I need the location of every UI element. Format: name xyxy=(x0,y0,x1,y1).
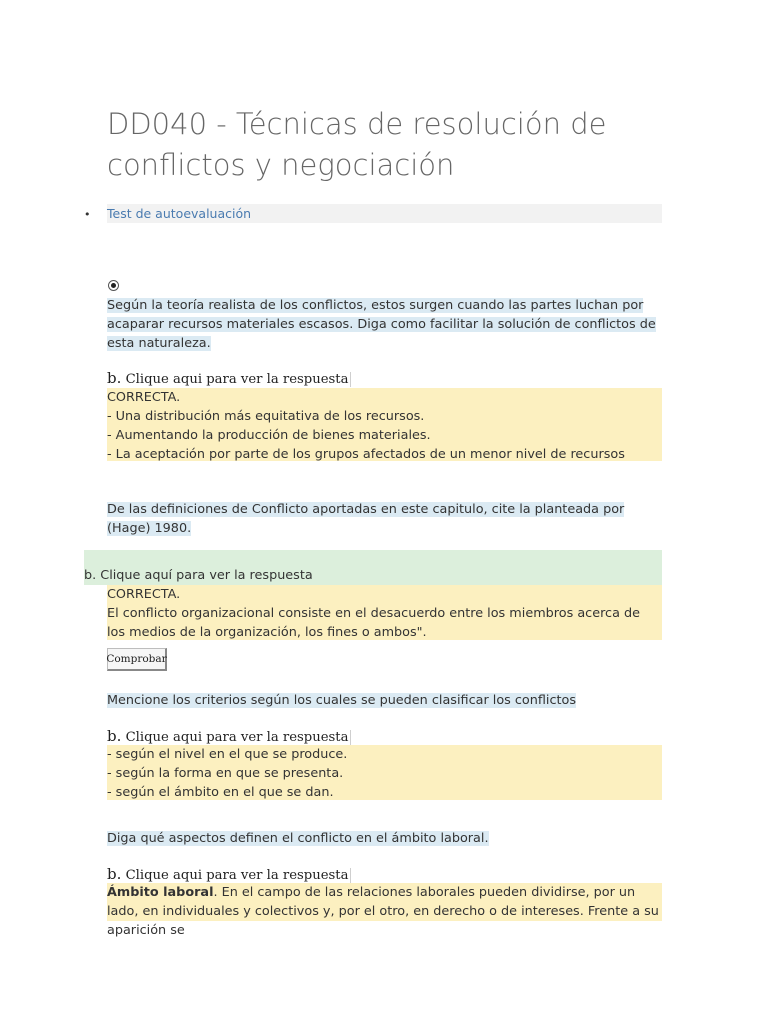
reveal-answer-3[interactable] xyxy=(107,727,351,747)
question-4-text: Diga qué aspectos definen el conflicto en el ámbito laboral. xyxy=(107,831,489,846)
answer-line: - según la forma en que se presenta. xyxy=(107,766,344,781)
reveal-answer-4[interactable] xyxy=(107,865,351,885)
page-title: DD040 - Técnicas de resolución de conflictos y negociación xyxy=(107,107,607,182)
radio-button[interactable] xyxy=(108,280,119,291)
reveal-prefix: b. xyxy=(107,727,122,745)
answer-2 xyxy=(107,585,662,640)
answer-line: - según el ámbito en el que se dan. xyxy=(107,785,334,800)
reveal-prefix: b. xyxy=(107,369,122,387)
question-2 xyxy=(107,500,667,538)
answer-rest: . En el campo de las relaciones laborales pueden dividirse, por un lado, en individuales y colectivos y, por el otro, en derecho o de intereses. Frente a su aparición se xyxy=(107,885,659,938)
reveal-label: Clique aqui para ver la respuesta xyxy=(126,372,352,387)
question-2-text: De las definiciones de Conflicto aportadas en este capitulo, cite la planteada por (Hage) 1980. xyxy=(107,502,625,536)
reveal-label: Clique aqui para ver la respuesta xyxy=(126,868,352,883)
question-3-text: Mencione los criterios según los cuales se pueden clasificar los conflictos xyxy=(107,693,577,708)
test-autoevaluacion-link[interactable]: Test de autoevaluación xyxy=(107,206,252,221)
answer-line: CORRECTA. xyxy=(107,390,181,405)
answer-line: - La aceptación por parte de los grupos afectados de un menor nivel de recursos xyxy=(107,447,625,462)
answer-3 xyxy=(107,745,662,800)
question-4 xyxy=(107,829,667,848)
answer-line: CORRECTA. xyxy=(107,587,181,602)
question-3 xyxy=(107,691,667,710)
reveal-answer-1[interactable] xyxy=(107,369,351,389)
answer-bold: Ámbito laboral xyxy=(107,885,214,900)
answer-4 xyxy=(107,883,662,938)
answer-line: - Aumentando la producción de bienes materiales. xyxy=(107,428,431,443)
reveal-prefix: b. xyxy=(107,865,122,883)
answer-line: El conflicto organizacional consiste en el desacuerdo entre los miembros acerca de los medios de la organización, los fines o ambos". xyxy=(107,606,640,640)
question-1-text: Según la teoría realista de los conflictos, estos surgen cuando las partes luchan por acaparar recursos materiales escasos. Diga como facilitar la solución de conflictos de esta naturaleza. xyxy=(107,298,656,351)
answer-1 xyxy=(107,388,662,461)
comprobar-button[interactable]: Comprobar xyxy=(107,648,167,671)
nav-bullet: • xyxy=(84,208,91,221)
reveal-answer-2[interactable]: b. Clique aquí para ver la respuesta xyxy=(84,568,313,583)
question-1 xyxy=(107,296,667,353)
reveal-label: Clique aqui para ver la respuesta xyxy=(126,730,352,745)
answer-line: - según el nivel en el que se produce. xyxy=(107,747,348,762)
answer-line: - Una distribución más equitativa de los recursos. xyxy=(107,409,425,424)
